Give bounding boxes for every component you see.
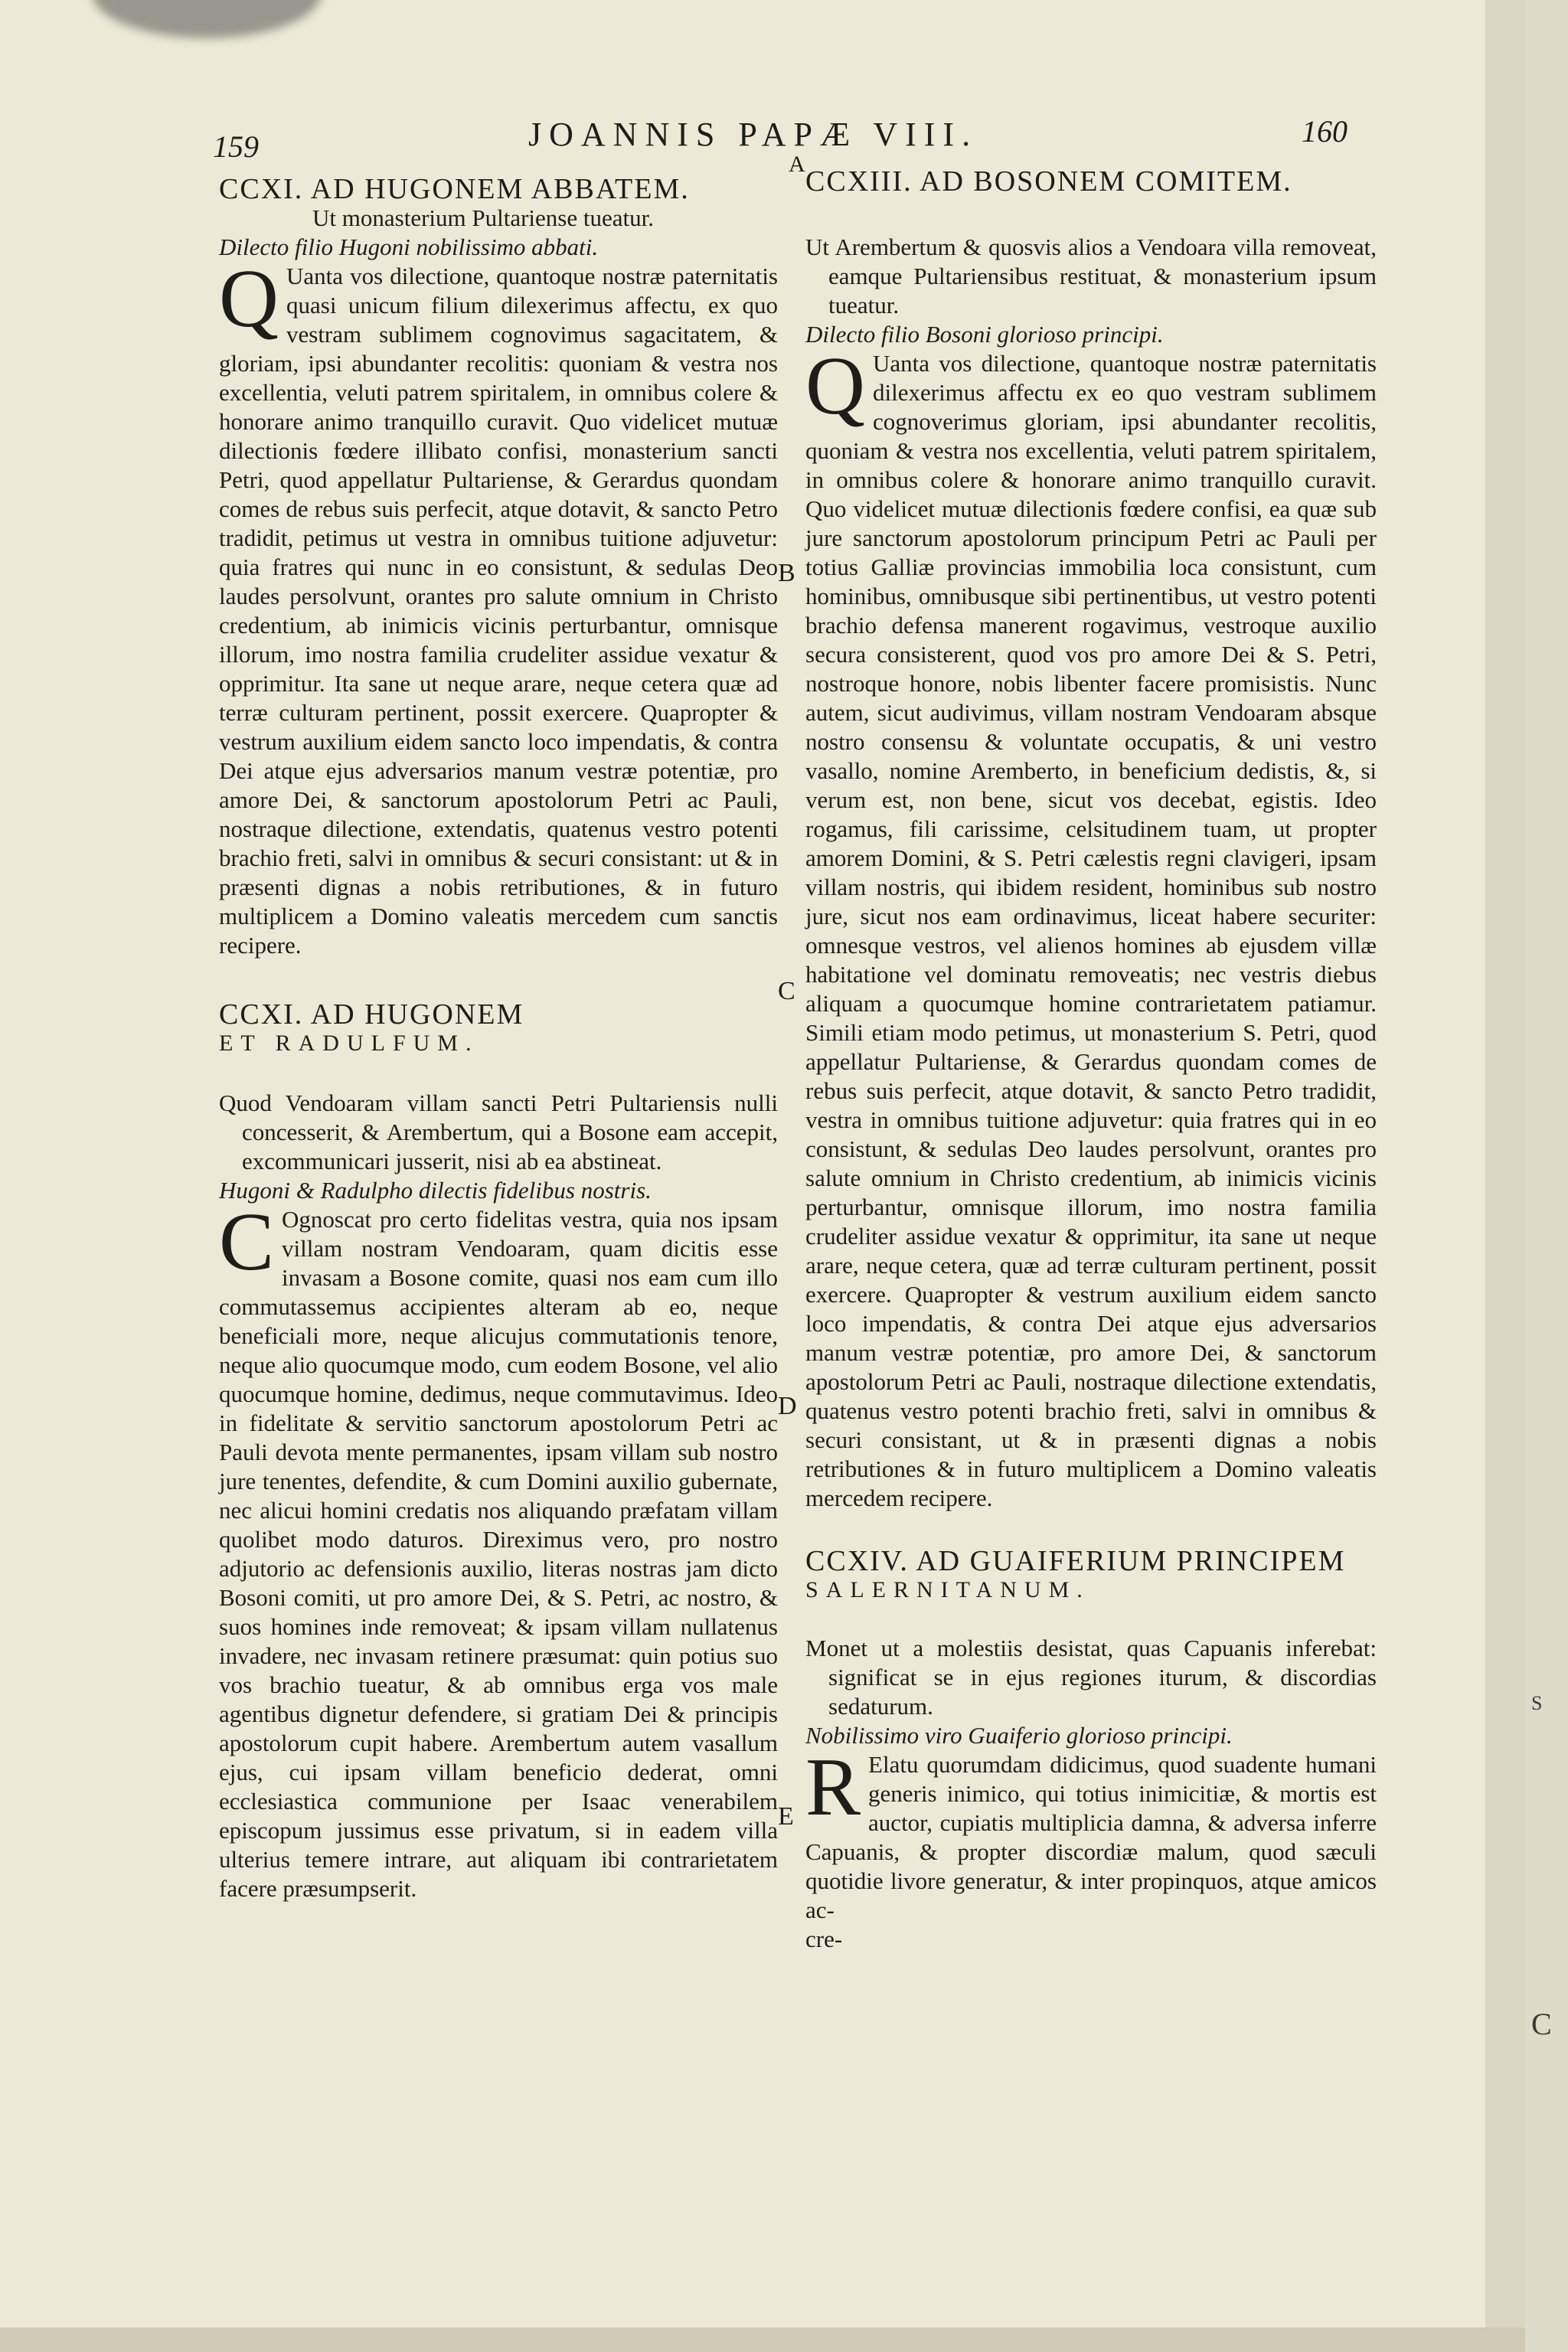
letter-text: Uanta vos dilectione, quantoque nostræ paternitatis quasi unicum filium dilexerimus affectu, ex quo vestram sublimem cognovimus sagacitatem, & gloriam, ipsi abundanter recolitis: quoniam & vestra nos excellentia, veluti patrem spiritalem, in omnibus colere & honorare animo tranquillo curavit. Quo videlicet mutuæ dilectionis fœdere illibato confisi, monasterium sancti Petri, quod appellatur Pultariense, & Gerardus quondam comes de rebus suis perfecit, atque dotavit, & sancto Petro tradidit, petimus ut vestra in omnibus tuitione adjuvetur: quia fratres qui nunc in eo consistunt, & sedulas Deo laudes persolvunt, orantes pro salute omnium in Christo credentium, ab inimicis vicinis perturbantur, omnisque illorum, imo nostra familia crudeliter assidue vexatur & opprimitur. Ita sane ut neque arare, neque cetera quæ ad terræ culturam pertinent, possit exercere. Quapropter & vestrum auxilium eidem sancto loco impendatis, & contra Dei atque ejus adversarios manum vestræ potentiæ, pro amore Dei, & sanctorum apostolorum Petri ac Pauli, nostraque dilectione, extendatis, quatenus vestro potenti brachio freti, salvi in omnibus & securi consistant: ut & in præsenti dignas a nobis retributiones, & in futuro multiplicem a Domino valeatis mercedem cum sanctis recipere. [219,263,778,959]
letter-summary: Monet ut a molestiis desistat, quas Capuanis inferebat: significat se in ejus regiones iturum, & discordias sedaturum. [805,1635,1377,1720]
adjacent-page-letter: S [1531,1692,1543,1714]
left-column [219,175,778,1903]
letter-title: CCXIV. AD GUAIFERIUM PRINCIPEM [805,1545,1346,1577]
page-edge [1485,0,1525,2352]
page-bottom-edge [0,2328,1525,2352]
corner-shadow [92,0,322,38]
margin-letter-e: E [778,1802,794,1831]
drop-cap: Q [805,341,865,432]
letter-title: CCXI. AD HUGONEM [219,998,524,1031]
drop-cap: R [805,1742,861,1833]
letter-address: Dilecto filio Hugoni nobilissimo abbati. [219,234,599,260]
letter-ccxi-abbatem [219,175,778,960]
letter-summary: Ut monasterium Pultariense tueatur. [312,204,654,231]
letter-title: CCXI. AD HUGONEM ABBATEM. [219,173,690,205]
letter-body [805,341,1377,1513]
letter-text: Ognoscat pro certo fidelitas vestra, quia nos ipsam villam nostram Vendoaram, quam dicitis esse invasam a Bosone comite, quasi nos eam cum illo commutassemus accipientes alteram ab eo, neque beneficiali more, neque alicujus commutationis tenore, neque alio quocumque modo, cum eodem Bosone, vel alio quocumque homine, dedimus, neque commutavimus. Ideo in fidelitate & servitio sanctorum apostolorum Petri ac Pauli devota mente permanentes, ipsam villam sub nostro jure tenentes, defendite, & cum Domini auxilio gubernate, nec alicui homini credatis nos aliquando præfatam villam quolibet modo daturos. Direximus vero, pro nostro adjutorio ac defensionis auxilio, literas nostras jam dicto Bosoni comiti, ut pro amore Dei, & S. Petri, ac nostro, & suos homines inde removeat; & ipsam villam nullatenus invadere, nec invasam retinere præsumat: quin potius suo vos brachio tueatur, & ab omnibus erga vos male agentibus dignetur defendere, si gratiam Dei & principis apostolorum cupit habere. Arembertum autem vasallum ejus, cui ipsam villam beneficio dederat, omni ecclesiastica communione per Isaac venerabilem episcopum jussimus esse privatum, si in eadem villa ulterius temere intrare, aut aliquam ibi contrarietatem facere præsumpserit. [219,1206,778,1902]
letter-address: Dilecto filio Bosoni glorioso principi. [805,321,1164,348]
letter-text: Elatu quorumdam didicimus, quod suadente humani generis inimico, qui totius inimicitiæ, & mortis est auctor, cupiatis multiplicia damna, & adversa inferre Capuanis, & propter discordiæ malum, quod sæculi quotidie livore generatur, & inter propinquos, atque amicos ac- [805,1751,1377,1923]
letter-subtitle: SALERNITANUM. [805,1577,1090,1602]
letter-text: Uanta vos dilectione, quantoque nostræ paternitatis dilexerimus affectu ex eo quo vestram sublimem cognoverimus gloriam, ipsi abundanter recolitis, quoniam & vestra nos excellentia, veluti patrem spiritalem, in omnibus colere & honorare animo tranquillo curavit. Quo videlicet mutuæ dilectionis fœdere confisi, ea quæ sub jure sanctorum apostolorum principum Petri ac Pauli per totius Galliæ provincias immobilia loca consistunt, cum hominibus, omnibusque sibi pertinentibus, ut vestro potenti brachio defensa manerent rogavimus, vestroque auxilio secura consisterent, quod vos pro amore Dei & S. Petri, nostroque honore, nobis libenter facere promisistis. Nunc autem, sicut audivimus, villam nostram Vendoaram absque nostro consensu & voluntate occupatis, & uni vestro vasallo, nomine Aremberto, in beneficium dedistis, &, si verum est, non bene, sicut vos decebat, egistis. Ideo rogamus, fili carissime, celsitudinem tuam, ut propter amorem Domini, & S. Petri cælestis regni clavigeri, ipsam villam nostris, qui ibidem resident, hominibus sub nostro jure, sicut nos eam ordinavimus, liceat habere securiter: omnesque vestros, vel alienos homines ab ejusdem villæ habitatione vel dominatu removeatis; nec vestris diebus aliquam a quocumque homine contrarietatem patiamur. Simili etiam modo petimus, ut monasterium S. Petri, quod appellatur Pultariense, & Gerardus quondam comes de rebus suis perfecit, atque dotavit, & sancto Petro tradidit, vestra in omnibus tuitione adjuvetur: quia fratres qui in eo consistunt, & sedulas Deo laudes persolvunt, orantes pro salute omnium in Christo credentium, ab inimicis vicinis perturbantur, omnisque illorum, imo nostra familia crudeliter assidue vexatur & opprimitur, ita sane ut neque arare, neque cetera, quæ ad terræ culturam pertinent, possit exercere. Quapropter & vestrum auxilium eidem sancto loco impendatis, & contra Dei atque ejus adversarios manum vestræ potentiæ, pro amore Dei, & sanctorum apostolorum Petri ac Pauli, nostraque dilectione extendatis, quatenus vestro potenti brachio freti, salvi in omnibus & securi consistant, ut & in præsenti dignas a nobis retributiones & in futuro multiplicem a Domino valeatis mercedem recipere. [805,350,1377,1511]
letter-ccxi-hugonem-radulfum [219,1000,778,1903]
margin-letter-a: A [789,152,805,177]
letter-body [219,1197,778,1903]
margin-letter-d: D [778,1392,797,1420]
letter-body [805,1742,1377,1925]
letter-body [219,253,778,960]
margin-letter-b: B [778,559,795,587]
letter-ccxiv [805,1547,1377,1954]
drop-cap: C [219,1197,275,1288]
letter-subtitle: ET RADULFUM. [219,1031,479,1056]
right-column [805,167,1377,1954]
drop-cap: Q [219,253,279,345]
page-number-left: 159 [213,129,259,164]
letter-summary: Ut Arembertum & quosvis alios a Vendoara villa removeat, eamque Pultariensibus restituat, & monasterium ipsum tueatur. [805,234,1377,318]
page-number-right: 160 [1302,114,1348,149]
letter-address: Hugoni & Radulpho dilectis fidelibus nostris. [219,1177,652,1204]
letter-address: Nobilissimo viro Guaiferio glorioso principi. [805,1722,1233,1749]
adjacent-page-letter: C [1531,2007,1552,2041]
letter-summary: Quod Vendoaram villam sancti Petri Pultariensis nulli concesserit, & Arembertum, qui a Bosone eam accepit, excommunicari jusserit, nisi ab ea abstineat. [219,1089,778,1174]
letter-title: CCXIII. AD BOSONEM COMITEM. [805,165,1292,198]
running-head: JOANNIS PAPÆ VIII. [528,116,978,153]
adjacent-page-edge [1525,0,1568,2352]
letter-ccxiii [805,167,1377,1513]
catchword: cre- [805,1926,843,1952]
margin-letter-c: C [778,977,795,1005]
